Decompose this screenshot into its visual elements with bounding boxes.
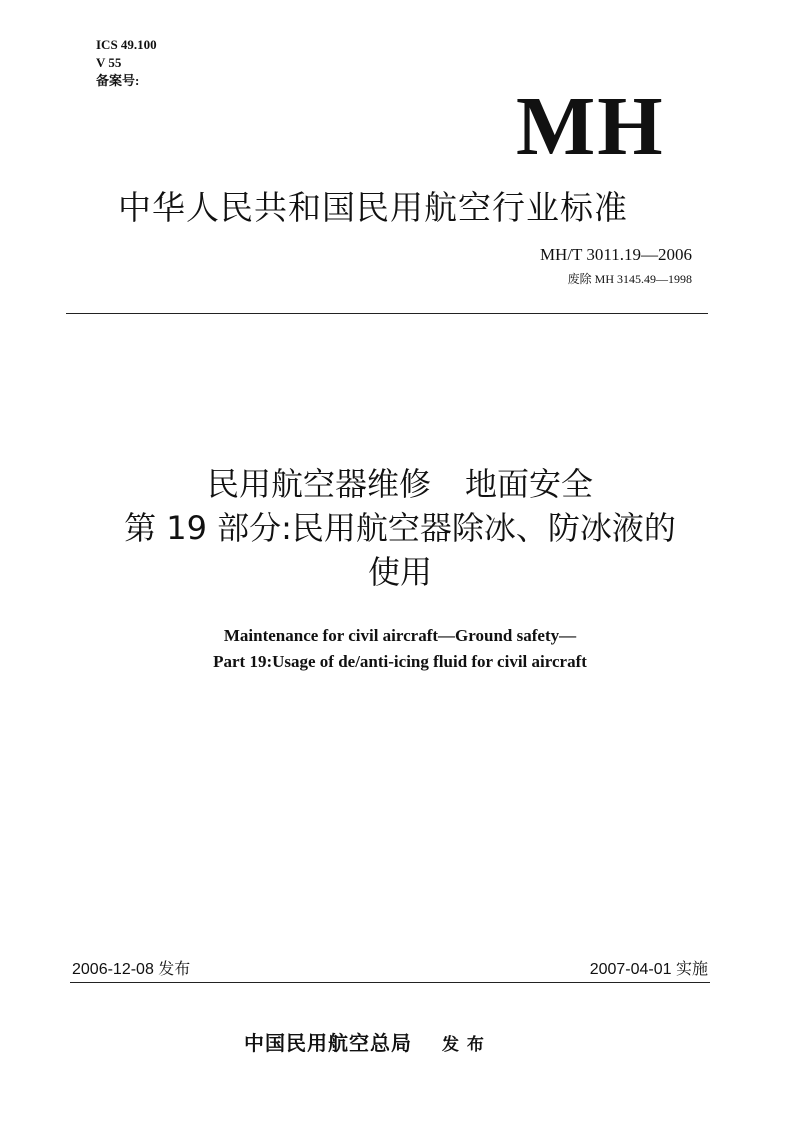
chinese-title-line-3: 使用 — [367, 553, 432, 591]
issuing-standard-heading: 中华人民共和国民用航空行业标准 — [118, 188, 628, 227]
english-title-line-2: Part 19:Usage of de/anti-icing fluid for civil aircraft — [213, 652, 587, 671]
chinese-title-part-2: 地面安全 — [465, 465, 594, 503]
issue-date: 2006-12-08 发布 — [72, 961, 191, 978]
issuer-name: 中国民用航空总局 — [244, 1031, 412, 1055]
implementation-date: 2007-04-01 实施 — [589, 961, 708, 978]
classification-block — [96, 36, 157, 90]
supersedes-note: 废除 MH 3145.49—1998 — [567, 272, 692, 286]
issuer-action: 发 布 — [442, 1035, 485, 1055]
ccs-code: V 55 — [96, 55, 122, 70]
chinese-title-part-1: 民用航空器维修 — [206, 465, 431, 503]
filing-number-label: 备案号: — [96, 73, 140, 88]
header-divider — [66, 313, 708, 314]
english-title — [60, 623, 740, 675]
chinese-title-line-1 — [60, 462, 740, 506]
chinese-title — [60, 462, 740, 594]
english-title-line-1: Maintenance for civil aircraft—Ground safety— — [223, 626, 577, 645]
mh-logo: MH — [516, 80, 665, 173]
ics-code: ICS 49.100 — [96, 37, 157, 52]
standard-number: MH/T 3011.19—2006 — [539, 245, 692, 264]
issuer-line — [244, 1030, 485, 1058]
chinese-title-line-2: 第 19 部分:民用航空器除冰、防冰液的 — [124, 509, 676, 547]
footer-divider — [70, 982, 710, 983]
